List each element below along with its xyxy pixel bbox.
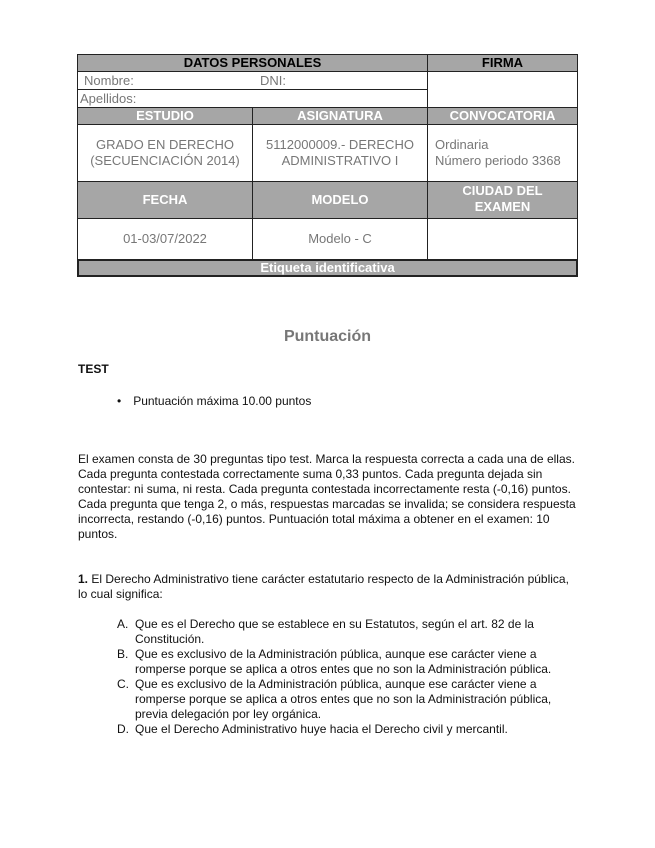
question-1 <box>78 572 578 602</box>
option-letter: C. <box>117 677 129 691</box>
firma-box <box>427 71 578 108</box>
etiqueta-header: Etiqueta identificativa <box>77 259 578 277</box>
modelo-header: MODELO <box>252 181 428 219</box>
modelo-value: Modelo - C <box>252 218 428 260</box>
estudio-line: (SECUENCIACIÓN 2014) <box>90 153 240 168</box>
option-letter: D. <box>117 722 129 736</box>
datos-personales-header: DATOS PERSONALES <box>77 54 428 72</box>
asignatura-line: ADMINISTRATIVO I <box>281 153 399 168</box>
asignatura-header: ASIGNATURA <box>252 107 428 125</box>
convocatoria-header: CONVOCATORIA <box>427 107 578 125</box>
estudio-value <box>77 124 253 182</box>
dni-label: DNI: <box>260 72 286 88</box>
ciudad-value <box>427 218 578 260</box>
ciudad-line: CIUDAD DEL <box>462 183 543 198</box>
option-d[interactable] <box>117 722 577 737</box>
ciudad-header <box>427 181 578 219</box>
asignatura-value <box>252 124 428 182</box>
question-number: 1. <box>78 572 89 586</box>
question-text: El Derecho Administrativo tiene carácter estatutario respecto de la Administración pública, lo cual significa: <box>78 572 569 601</box>
option-a[interactable] <box>117 617 577 647</box>
option-text: Que el Derecho Administrativo huye hacia el Derecho civil y mercantil. <box>135 722 508 736</box>
estudio-header: ESTUDIO <box>77 107 253 125</box>
convocatoria-line: Número periodo 3368 <box>435 153 561 168</box>
apellidos-label: Apellidos: <box>77 89 428 108</box>
options-list <box>117 617 577 737</box>
option-text: Que es el Derecho que se establece en su Estatutos, según el art. 82 de la Constitución. <box>135 617 534 646</box>
fecha-value: 01-03/07/2022 <box>77 218 253 260</box>
section-title: TEST <box>78 362 109 376</box>
estudio-line: GRADO EN DERECHO <box>96 137 234 152</box>
convocatoria-line: Ordinaria <box>435 137 489 152</box>
page-title: Puntuación <box>283 328 372 345</box>
nombre-label: Nombre: <box>84 72 134 88</box>
fecha-header: FECHA <box>77 181 253 219</box>
option-b[interactable] <box>117 647 577 677</box>
convocatoria-value <box>427 124 578 182</box>
option-letter: A. <box>117 617 129 631</box>
instructions: El examen consta de 30 preguntas tipo test. Marca la respuesta correcta a cada una de ellas. Cada pregunta contestada correctamente suma 0,33 puntos. Cada pregunta dejada sin contestar: ni suma, ni resta. Cada pregunta contestada incorrectamente resta (-0,16) puntos. Cada pregunta que tenga 2, o más, respuestas marcadas se invalida; se considera respuesta incorrecta, restando (-0,16) puntos. Puntuación total máxima a obtener en el examen: 10 puntos. <box>78 452 576 541</box>
option-c[interactable] <box>117 677 577 722</box>
firma-header: FIRMA <box>427 54 578 72</box>
option-letter: B. <box>117 647 129 661</box>
nombre-row <box>77 71 428 90</box>
option-text: Que es exclusivo de la Administración pública, aunque ese carácter viene a romperse porque se aplica a otros entes que no son la Administración pública. <box>135 647 552 676</box>
option-text: Que es exclusivo de la Administración pública, aunque ese carácter viene a romperse porque se aplica a otros entes que no son la Administración pública, previa delegación por ley orgánica. <box>135 677 552 721</box>
ciudad-line: EXAMEN <box>474 199 531 214</box>
bullet-item: • Puntuación máxima 10.00 puntos <box>117 394 312 408</box>
bullet-text: Puntuación máxima 10.00 puntos <box>133 394 312 408</box>
asignatura-line: 5112000009.- DERECHO <box>266 137 414 152</box>
